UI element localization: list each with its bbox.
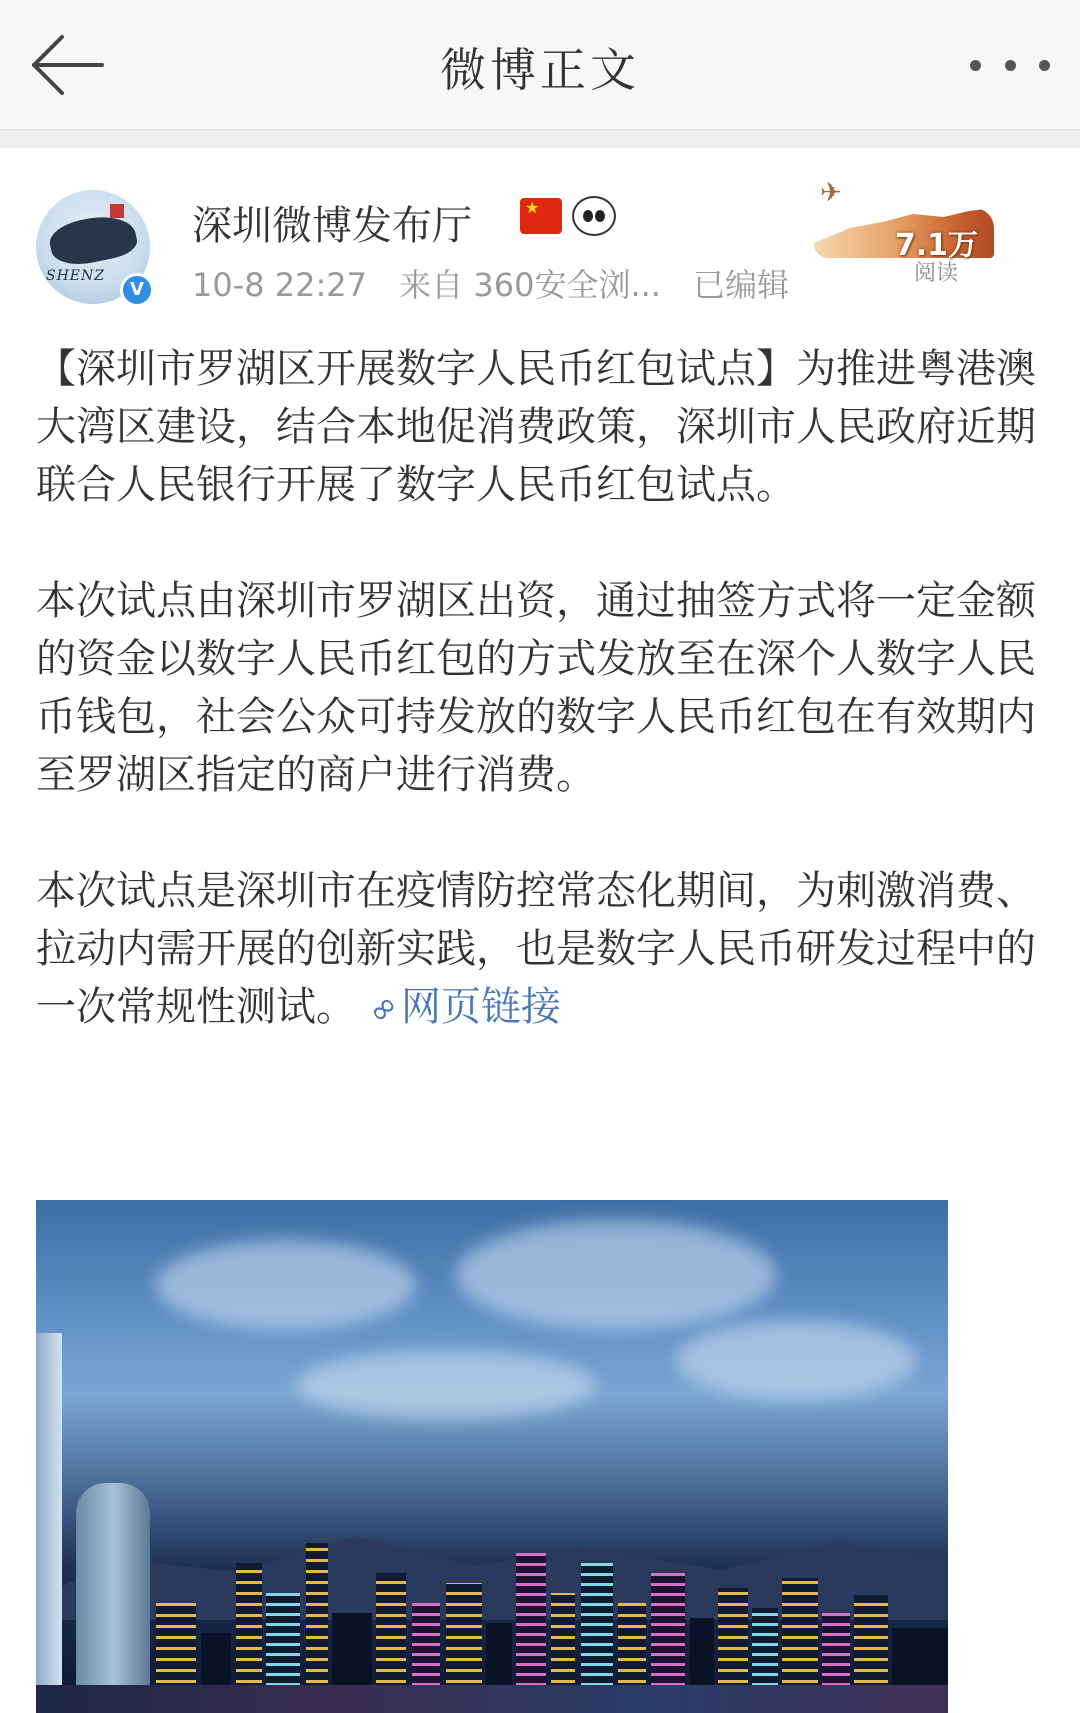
more-button[interactable] [970, 50, 1050, 80]
post-time: 10-8 22:27 [192, 266, 368, 304]
water [36, 1685, 948, 1713]
more-dots-icon [970, 60, 981, 71]
view-count: 7.1万 [894, 228, 978, 263]
panda-icon[interactable] [572, 196, 616, 236]
post-paragraph: 本次试点由深圳市罗湖区出资，通过抽签方式将一定金额的资金以数字人民币红包的方式发放至在深个人数字人民币钱包，社会公众可持发放的数字人民币红包在有效期内至罗湖区指定的商户进行消费。 [36, 578, 1036, 798]
link-icon: ∞ [358, 984, 408, 1034]
web-link[interactable] [358, 984, 562, 1034]
post-source: 来自 360安全浏... [399, 266, 661, 304]
more-dots-icon [1005, 60, 1016, 71]
post-paragraph-text: 本次试点是深圳市在疫情防控常态化期间，为刺激消费、拉动内需开展的创新实践，也是数字人民币研发过程中的一次常规性测试。 [36, 868, 1036, 1030]
web-link-label: 网页链接 [401, 984, 562, 1030]
author-name[interactable]: 深圳微博发布厅 [192, 203, 472, 249]
cloud [456, 1220, 776, 1330]
avatar-text: SHENZ [46, 268, 105, 284]
avatar-seal-icon [110, 204, 124, 218]
post-image[interactable] [36, 1200, 948, 1713]
post-paragraph: 【深圳市罗湖区开展数字人民币红包试点】为推进粤港澳大湾区建设，结合本地促消费政策，深圳市人民政府近期联合人民银行开展了数字人民币红包试点。 [36, 346, 1036, 508]
section-divider [0, 130, 1080, 148]
view-count-badge [800, 168, 1000, 288]
avatar-bull-icon [46, 210, 139, 271]
more-dots-icon [1039, 60, 1050, 71]
building [76, 1483, 150, 1713]
top-navigation-bar [0, 0, 1080, 130]
verified-v-icon: V [120, 273, 154, 307]
bird-icon: ✈ [820, 178, 842, 208]
post-meta [192, 260, 811, 306]
cloud [296, 1350, 596, 1420]
cloud [676, 1320, 916, 1400]
edited-label[interactable]: 已编辑 [693, 266, 790, 304]
post-paragraph [36, 862, 1046, 1038]
page-title: 微博正文 [440, 43, 640, 97]
view-label: 阅读 [913, 261, 958, 286]
china-flag-icon[interactable] [520, 198, 562, 234]
building [36, 1333, 62, 1713]
post-content [36, 340, 1046, 1038]
author-header [0, 148, 1080, 318]
cloud [156, 1240, 416, 1330]
